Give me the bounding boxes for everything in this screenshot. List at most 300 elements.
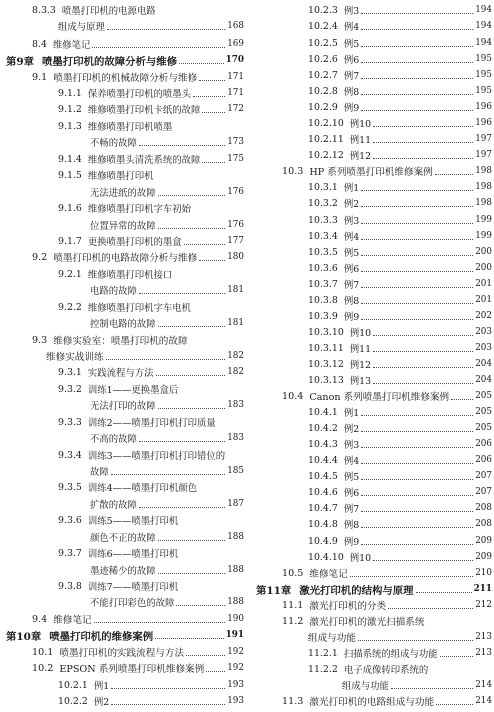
toc-entry-number: 10.2.9 [308, 101, 338, 113]
dot-leader [361, 287, 473, 288]
toc-entry[interactable] [58, 381, 244, 397]
toc-entry[interactable] [58, 414, 244, 430]
toc-entry[interactable] [90, 430, 244, 446]
toc-entry-number: 10.5 [282, 567, 304, 579]
toc-entry-title: 维修喷墨打印机 [87, 171, 154, 182]
toc-entry-page: 207 [475, 487, 492, 497]
toc-entry-title: 喷墨打印机的电源电路 [61, 6, 156, 17]
dot-leader [139, 293, 225, 294]
toc-entry-number: 10.4.7 [308, 502, 338, 514]
toc-entry-title: 例8 [343, 296, 360, 307]
dot-leader [111, 704, 225, 705]
toc-entry[interactable] [308, 661, 492, 677]
toc-entry-page: 211 [473, 584, 492, 594]
toc-entry-title: 保养喷墨打印机的喷墨头 [87, 89, 191, 100]
toc-entry-number: 10.3.11 [308, 342, 344, 354]
toc-entry-title: 喷墨打印机的故障分析与维修 [42, 55, 178, 68]
toc-entry[interactable] [90, 397, 244, 413]
dot-leader [361, 110, 473, 111]
dot-leader [193, 96, 225, 97]
toc-entry[interactable] [32, 332, 244, 348]
toc-entry-page: 182 [227, 367, 244, 377]
toc-entry-title: 激光打印机的结构与原理 [299, 584, 414, 597]
dot-leader [202, 112, 225, 113]
dot-leader [361, 319, 473, 320]
toc-entry-page: 206 [475, 455, 492, 465]
toc-entry-number: 9.2.1 [58, 268, 82, 280]
dot-leader [361, 239, 473, 240]
toc-entry-page: 181 [227, 318, 244, 328]
toc-entry-number: 10.3.12 [308, 358, 344, 370]
toc-entry[interactable] [308, 420, 492, 436]
toc-entry-number: 9.3.1 [58, 366, 82, 378]
toc-entry-title: 训练7——喷墨打印机 [87, 582, 179, 593]
toc-entry-title: 例3 [343, 216, 360, 227]
dot-leader [199, 260, 225, 261]
toc-entry-number: 9.3.7 [58, 547, 82, 559]
toc-entry-number: 10.2 [32, 662, 54, 674]
toc-entry[interactable] [58, 479, 244, 495]
toc-entry-number: 10.2.4 [308, 20, 338, 32]
toc-entry[interactable] [32, 69, 244, 85]
dot-leader [435, 174, 473, 175]
toc-entry-number: 11.3 [282, 695, 304, 707]
toc-entry[interactable] [46, 348, 244, 364]
toc-entry-page: 202 [475, 311, 492, 321]
toc-entry-title: 例8 [343, 87, 360, 98]
toc-entry-title: 实践流程与方法 [87, 368, 154, 379]
toc-entry[interactable] [308, 99, 492, 115]
dot-leader [361, 94, 473, 95]
toc-entry-page: 187 [227, 499, 244, 509]
toc-entry[interactable] [90, 315, 244, 331]
dot-leader [156, 375, 226, 376]
toc-entry-page: 188 [227, 597, 244, 607]
dot-leader [361, 479, 473, 480]
toc-entry[interactable] [308, 533, 492, 549]
toc-entry-number: 9.3.6 [58, 514, 82, 526]
dot-leader [373, 126, 473, 127]
dot-leader [391, 688, 473, 689]
toc-entry[interactable] [308, 51, 492, 67]
toc-entry-title: 不畅的故障 [90, 138, 137, 149]
toc-entry[interactable] [282, 613, 492, 629]
toc-entry[interactable] [308, 372, 492, 388]
toc-entry-page: 207 [475, 471, 492, 481]
toc-entry[interactable] [58, 85, 244, 101]
toc-entry-title: 例6 [343, 488, 360, 499]
toc-entry-title: 例12 [349, 360, 372, 371]
toc-entry-title: 例7 [343, 504, 360, 515]
toc-entry-page: 204 [475, 375, 492, 385]
toc-entry-number: 11.2 [282, 615, 304, 627]
toc-entry-number: 10.3.9 [308, 310, 338, 322]
toc-entry[interactable] [58, 233, 244, 249]
toc-entry-number: 11.2.2 [308, 663, 338, 675]
dot-leader [361, 46, 473, 47]
toc-entry[interactable] [58, 364, 244, 380]
dot-leader [361, 495, 473, 496]
toc-entry-title: HP 系列喷墨打印机维修案例 [309, 167, 433, 178]
dot-leader [361, 463, 473, 464]
toc-entry[interactable] [32, 2, 244, 18]
toc-entry-title: 维修实验室：喷墨打印机的故障 [53, 336, 188, 347]
toc-entry-number: 9.3.2 [58, 383, 82, 395]
toc-entry-page: 210 [475, 568, 492, 578]
toc-entry-page: 201 [475, 295, 492, 305]
toc-entry-title: 例3 [343, 6, 360, 17]
toc-entry[interactable] [58, 693, 244, 709]
toc-entry[interactable] [308, 276, 492, 292]
toc-entry-page: 199 [475, 231, 492, 241]
toc-entry-title: 无法打印的故障 [90, 401, 156, 412]
toc-entry-page: 214 [475, 680, 492, 690]
dot-leader [361, 78, 473, 79]
dot-leader [184, 244, 226, 245]
toc-entry-page: 201 [475, 279, 492, 289]
toc-entry[interactable] [308, 147, 492, 163]
toc-entry[interactable] [308, 260, 492, 276]
dot-leader [361, 206, 473, 207]
toc-entry-title: 墨迹稀少的故障 [90, 566, 156, 577]
dot-leader [158, 228, 226, 229]
toc-entry-number: 10.4.4 [308, 454, 338, 466]
toc-entry-title: 颜色不正的故障 [90, 533, 156, 544]
toc-entry[interactable] [282, 565, 492, 581]
toc-entry-title: 例4 [343, 456, 360, 467]
toc-entry-title: 维修喷墨打印机卡纸的故障 [87, 105, 201, 116]
dot-leader [107, 29, 225, 30]
toc-entry-title: EPSON 系列喷墨打印机维修案例 [59, 664, 205, 675]
toc-entry[interactable] [32, 249, 244, 265]
toc-entry-title: 不高的故障 [90, 434, 137, 445]
toc-entry[interactable] [308, 195, 492, 211]
toc-entry[interactable] [90, 463, 244, 479]
toc-entry-title: 训练6——喷墨打印机 [87, 549, 179, 560]
toc-entry-number: 9.2 [32, 251, 48, 263]
toc-entry-title: 例5 [343, 472, 360, 483]
toc-entry-title: 扩散的故障 [90, 500, 137, 511]
toc-entry-page: 195 [475, 54, 492, 64]
toc-entry[interactable] [308, 228, 492, 244]
dot-leader [361, 271, 473, 272]
toc-entry[interactable] [308, 83, 492, 99]
toc-entry-page: 185 [227, 466, 244, 476]
dot-leader [158, 573, 226, 574]
toc-entry-title: 例1 [343, 408, 360, 419]
toc-entry[interactable] [58, 18, 244, 34]
toc-entry[interactable] [308, 452, 492, 468]
toc-entry-page: 205 [475, 407, 492, 417]
dot-leader [358, 640, 473, 641]
dot-leader [373, 351, 473, 352]
toc-entry[interactable] [282, 693, 492, 709]
toc-entry[interactable] [308, 212, 492, 228]
toc-entry-page: 198 [475, 166, 492, 176]
dot-leader [361, 431, 473, 432]
toc-entry-number: 8.3.3 [32, 4, 56, 16]
toc-entry-page: 196 [475, 118, 492, 128]
toc-entry-title: 维修笔记 [52, 40, 91, 51]
toc-entry[interactable] [32, 644, 244, 660]
toc-entry-number: 9.1.7 [58, 235, 82, 247]
toc-entry[interactable] [58, 167, 244, 183]
toc-entry[interactable] [308, 244, 492, 260]
toc-entry[interactable] [308, 404, 492, 420]
toc-entry-page: 192 [227, 647, 244, 657]
toc-entry-number: 10.4.9 [308, 535, 338, 547]
toc-entry-page: 213 [475, 632, 492, 642]
toc-entry-number: 10.2.8 [308, 85, 338, 97]
toc-entry-number: 10.3.4 [308, 230, 338, 242]
toc-entry-page: 209 [475, 552, 492, 562]
toc-entry-title: 训练1——更换墨盒后 [87, 385, 179, 396]
toc-entry[interactable] [58, 151, 244, 167]
toc-entry-page: 191 [225, 630, 244, 640]
toc-entry-title: 例8 [343, 520, 360, 531]
toc-entry-title: 无法进纸的故障 [90, 188, 156, 199]
toc-entry[interactable] [256, 581, 492, 597]
toc-entry[interactable] [308, 115, 492, 131]
toc-entry[interactable] [58, 200, 244, 216]
toc-entry[interactable] [308, 340, 492, 356]
toc-entry-number: 9.1.4 [58, 153, 82, 165]
toc-entry-title: Canon 系列喷墨打印机维修案例 [309, 392, 450, 403]
toc-entry-page: 198 [475, 182, 492, 192]
toc-entry[interactable] [90, 282, 244, 298]
toc-entry-number: 10.3.6 [308, 262, 338, 274]
dot-leader [206, 671, 225, 672]
toc-entry-title: 例6 [343, 264, 360, 275]
toc-entry[interactable] [308, 131, 492, 147]
toc-entry-title: 例12 [349, 151, 372, 162]
dot-leader [373, 560, 473, 561]
toc-entry-title: 例9 [343, 537, 360, 548]
toc-entry[interactable] [90, 184, 244, 200]
toc-entry-page: 203 [475, 327, 492, 337]
toc-entry-page: 206 [475, 439, 492, 449]
toc-entry[interactable] [308, 436, 492, 452]
toc-entry[interactable] [6, 627, 244, 643]
toc-entry[interactable] [308, 308, 492, 324]
toc-entry-number: 10.4.5 [308, 470, 338, 482]
toc-entry[interactable] [90, 594, 244, 610]
dot-leader [186, 655, 225, 656]
toc-entry[interactable] [32, 36, 244, 52]
toc-entry-page: 181 [227, 285, 244, 295]
toc-entry[interactable] [308, 179, 492, 195]
dot-leader [179, 63, 224, 64]
dot-leader [373, 367, 473, 368]
dot-leader [158, 408, 226, 409]
toc-entry[interactable] [58, 512, 244, 528]
toc-entry[interactable] [282, 388, 492, 404]
dot-leader [361, 544, 473, 545]
dot-leader [373, 383, 473, 384]
toc-entry-title: 喷墨打印机的机械故障分析与维修 [53, 73, 198, 84]
toc-entry-page: 193 [227, 680, 244, 690]
toc-entry[interactable] [58, 299, 244, 315]
toc-entry-title: 激光打印机的分类 [309, 601, 387, 612]
toc-entry-title: 训练5——喷墨打印机 [87, 516, 179, 527]
toc-entry[interactable] [308, 645, 492, 661]
toc-entry-page: 176 [227, 220, 244, 230]
toc-entry-page: 200 [475, 247, 492, 257]
toc-entry-number: 11.2.1 [308, 647, 338, 659]
dot-leader [158, 540, 226, 541]
toc-entry-page: 208 [475, 503, 492, 513]
toc-entry-number: 10.1 [32, 646, 54, 658]
toc-entry-title: 维修实战训练 [46, 352, 104, 363]
toc-entry-number: 9.4 [32, 613, 48, 625]
toc-entry[interactable] [308, 500, 492, 516]
toc-entry[interactable] [32, 660, 244, 676]
toc-entry-title: 训练2——喷墨打印机打印质量 [87, 418, 216, 429]
toc-entry[interactable] [90, 217, 244, 233]
toc-entry[interactable] [58, 118, 244, 134]
dot-leader [373, 142, 473, 143]
toc-entry[interactable] [90, 562, 244, 578]
toc-entry-title: 喷墨打印机的电路故障分析与维修 [53, 253, 198, 264]
toc-entry-title: 维修喷墨打印机接口 [87, 270, 173, 281]
toc-entry[interactable] [58, 578, 244, 594]
toc-entry-title: 例2 [343, 199, 360, 210]
toc-entry-title: 组成与原理 [58, 22, 105, 33]
toc-entry-number: 9.1.3 [58, 120, 82, 132]
toc-entry-title: 电子成像转印系统的 [343, 665, 429, 676]
toc-entry[interactable] [90, 134, 244, 150]
dot-leader [361, 13, 473, 14]
toc-entry[interactable] [308, 629, 492, 645]
toc-entry-title: 例5 [343, 248, 360, 259]
toc-entry-page: 180 [227, 252, 244, 262]
toc-entry-page: 193 [227, 696, 244, 706]
toc-entry-number: 9.3.4 [58, 449, 82, 461]
toc-entry-number: 10.2.5 [308, 37, 338, 49]
toc-entry-page: 192 [227, 663, 244, 673]
toc-entry[interactable] [308, 549, 492, 565]
dot-leader [155, 638, 223, 639]
toc-entry-number: 10.3.7 [308, 278, 338, 290]
toc-entry[interactable] [308, 292, 492, 308]
dot-leader [111, 474, 225, 475]
toc-entry-number: 10.4.8 [308, 518, 338, 530]
toc-entry-title: 更换喷墨打印机的墨盒 [87, 237, 182, 248]
toc-entry[interactable] [32, 611, 244, 627]
toc-entry-title: 例10 [349, 328, 372, 339]
toc-entry-title: 控制电路的故障 [90, 319, 156, 330]
toc-entry[interactable] [282, 597, 492, 613]
dot-leader [94, 622, 226, 623]
toc-entry[interactable] [58, 266, 244, 282]
toc-entry-page: 188 [227, 532, 244, 542]
toc-entry-page: 183 [227, 433, 244, 443]
toc-entry-page: 188 [227, 565, 244, 575]
dot-leader [106, 359, 226, 360]
toc-entry-title: 例4 [343, 232, 360, 243]
dot-leader [361, 303, 473, 304]
toc-entry-title: 例10 [349, 553, 372, 564]
toc-entry-title: 位置异常的故障 [90, 221, 156, 232]
dot-leader [350, 576, 473, 577]
toc-entry-title: 例4 [343, 22, 360, 33]
toc-entry[interactable] [308, 18, 492, 34]
toc-entry-page: 176 [227, 187, 244, 197]
toc-entry-page: 172 [227, 104, 244, 114]
toc-entry[interactable] [308, 67, 492, 83]
toc-entry[interactable] [58, 101, 244, 117]
toc-entry[interactable] [58, 677, 244, 693]
dot-leader [361, 527, 473, 528]
toc-entry-number: 9.2.2 [58, 301, 82, 313]
toc-entry-title: 激光打印机的电路组成与功能 [309, 697, 435, 708]
toc-entry-title: 例6 [343, 55, 360, 66]
toc-entry-page: 195 [475, 70, 492, 80]
toc-entry[interactable] [58, 447, 244, 463]
toc-entry[interactable] [6, 52, 244, 68]
dot-leader [416, 592, 472, 593]
toc-entry-number: 9.1 [32, 71, 48, 83]
dot-leader [139, 441, 225, 442]
toc-entry[interactable] [342, 677, 492, 693]
toc-entry-title: 例11 [349, 344, 372, 355]
toc-entry-number: 10.3.13 [308, 374, 344, 386]
toc-entry[interactable] [308, 484, 492, 500]
toc-entry[interactable] [308, 324, 492, 340]
dot-leader [139, 145, 225, 146]
dot-leader [361, 223, 473, 224]
toc-entry-page: 203 [475, 343, 492, 353]
toc-entry-title: 例9 [343, 103, 360, 114]
toc-entry-page: 171 [227, 88, 244, 98]
toc-entry-number: 9.3.5 [58, 481, 82, 493]
toc-entry-title: 训练3——喷墨打印机打印错位的 [87, 451, 226, 462]
toc-entry-title: 维修喷墨打印机喷墨 [87, 122, 173, 133]
toc-entry-number: 10.2.1 [58, 679, 88, 691]
toc-entry-number: 9.3 [32, 334, 48, 346]
toc-entry[interactable] [308, 356, 492, 372]
toc-entry[interactable] [90, 496, 244, 512]
toc-entry-title: 维修笔记 [53, 615, 92, 626]
toc-entry-page: 212 [475, 600, 492, 610]
toc-entry[interactable] [308, 516, 492, 532]
toc-entry[interactable] [308, 35, 492, 51]
toc-entry-page: 194 [475, 5, 492, 15]
toc-entry-page: 177 [227, 236, 244, 246]
toc-entry-page: 194 [475, 38, 492, 48]
toc-entry-page: 197 [475, 134, 492, 144]
toc-entry-page: 171 [227, 72, 244, 82]
toc-entry[interactable] [282, 163, 492, 179]
toc-entry[interactable] [308, 2, 492, 18]
toc-entry[interactable] [58, 545, 244, 561]
toc-entry-number: 9.3.8 [58, 580, 82, 592]
toc-entry-title: 组成与功能 [308, 633, 356, 644]
toc-entry-title: 维修笔记 [309, 569, 348, 580]
dot-leader [361, 511, 473, 512]
toc-entry-title: 例5 [343, 39, 360, 50]
dot-leader [373, 158, 473, 159]
toc-entry-number: 10.4.6 [308, 486, 338, 498]
toc-entry-number: 10.4.1 [308, 406, 338, 418]
toc-entry-number: 10.3.1 [308, 181, 338, 193]
toc-entry-page: 200 [475, 263, 492, 273]
toc-entry[interactable] [308, 468, 492, 484]
toc-entry-title: 例2 [343, 424, 360, 435]
toc-entry[interactable] [90, 529, 244, 545]
toc-entry-title: 维修喷墨打印机字车初始 [87, 204, 191, 215]
toc-entry-page: 183 [227, 400, 244, 410]
